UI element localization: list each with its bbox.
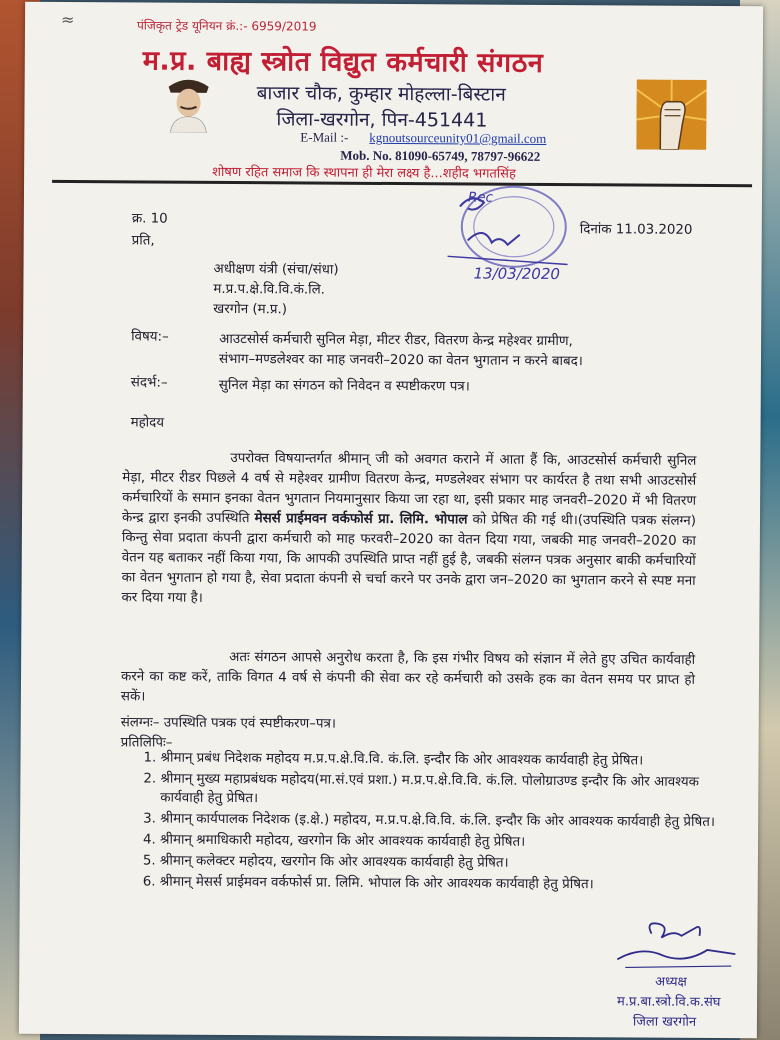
signatory-district: जिला खरगोन: [632, 1014, 697, 1030]
handwritten-signature: [611, 915, 741, 976]
organization-name: म.प्र. बाह्य स्त्रोत विद्युत कर्मचारी संगठन: [142, 45, 544, 79]
registration-number: पंजिकृत ट्रेड यूनियन क्रं.:- 6959/2019: [136, 18, 317, 34]
email-label: E-Mail :-: [300, 129, 349, 145]
enclosure-line: संलग्नः– उपस्थिति पत्रक एवं स्पष्टीकरण–पत्र।: [120, 715, 337, 732]
copy-item: 5. श्रीमान् कलेक्टर महोदय, खरगोन कि ओर आवश्यक कार्यवाही हेतु प्रेषित।: [160, 852, 730, 874]
copy-item: 2. श्रीमान् मुख्य महाप्रबंधक महोदय(मा.सं.एवं प्रशा.) म.प्र.प.क्षे.वि.वि. कं.लि. पोलोग्राउण्ड इन्दौर कि ओर आवश्यक कार्यवाही हेतु प्रेषित।: [160, 770, 730, 811]
salutation: महोदय: [130, 415, 165, 431]
address-line-1: बाजार चौक, कुम्हार मोहल्ला-बिस्टान: [256, 82, 506, 106]
addressee-line-2: म.प्र.प.क्षे.वि.वि.कं.लि.: [213, 281, 325, 298]
letter-page: [19, 2, 763, 1038]
mobile-numbers: Mob. No. 81090-65749, 78797-96622: [340, 147, 541, 164]
copy-item: 4. श्रीमान् श्रमाधिकारी महोदय, खरगोन कि ओर आवश्यक कार्यवाही हेतु प्रेषित।: [160, 831, 730, 853]
bhagat-singh-portrait: [162, 71, 214, 133]
addressee-line-3: खरगोन (म.प्र.): [213, 301, 288, 318]
copies-label: प्रतिलिपिः–: [120, 735, 173, 751]
addressee-line-1: अधीक्षण यंत्री (संचा/संधा): [213, 261, 339, 278]
para1-part-b: को प्रेषित की गई थी।(उपस्थिति पत्रक संलग्न) किन्तु सेवा प्रदाता कंपनी द्वारा कर्मचारी को माह फरवरी–2020 का वेतन दिया गया, जबकी माह जनवरी–2020 का वेतन यह बताकर नहीं किया गया, कि आपकी उपस्थिति प्राप्त नहीं हुई है, जबकी संलग्न पत्रक अनुसार बाकी कर्मचारियों का वेतन भुगतान हो गया है, सेवा प्रदाता कंपनी से चर्चा करने पर उनके द्वारा जन–2020 का भुगतान करने से स्पष्ट मना कर दिया गया है।: [121, 512, 697, 607]
copy-item: 3. श्रीमान् कार्यपालक निदेशक (इ.क्षे.) महोदय, म.प्र.प.क्षे.वि.वि. कं.लि. इन्दौर कि ओर आवश्यक कार्यवाही हेतु प्रेषित।: [160, 810, 730, 832]
signatory-role: अध्यक्ष: [655, 974, 687, 990]
received-stamp-text: Rec: [467, 190, 493, 206]
copy-item: 1. श्रीमान् प्रबंध निदेशक महोदय म.प्र.प.क्षे.वि.वि. कं.लि. इन्दौर कि ओर आवश्यक कार्यवाही हेतु प्रेषित।: [160, 749, 730, 771]
subject-label: विषय:–: [131, 329, 169, 345]
signatory-organization: म.प्र.बा.स्त्रो.वि.क.संघ: [617, 994, 721, 1011]
pen-mark: ≈: [60, 9, 75, 30]
copies-list: [130, 748, 731, 897]
address-line-2: जिला-खरगोन, पिन-451441: [276, 108, 488, 132]
letter-date: दिनांक 11.03.2020: [579, 222, 693, 238]
body-paragraph-1: [121, 449, 696, 613]
subject-line-1: आउटसोर्स कर्मचारी सुनिल मेड़ा, मीटर रीडर, वितरण केन्द्र महेश्वर ग्रामीण,: [219, 331, 573, 350]
para1-part-a: उपरोक्त विषयान्तर्गत श्रीमान् जी को अवगत कराने में आता हैं कि, आउटसोर्स कर्मचारी सुनिल मेड़ा, मीटर रीडर पिछले 4 वर्ष से महेश्वर ग्रामीण वितरण केन्द्र, मण्डलेश्वर संभाग पर कार्यरत है तथा सभी आउटसोर्स कर्मचारियों के समान इनका वेतन भुगतान नियमानुसार किया जा रहा था, इसी प्रकार माह जनवरी–2020 में भी वितरण केन्द्र द्वारा इनकी उपस्थिति: [121, 451, 697, 527]
reference-label: संदर्भ:–: [130, 375, 168, 391]
subject-line-2: संभाग–मण्डलेश्वर का माह जनवरी–2020 का वेतन भुगतान न करने बाबद।: [218, 351, 583, 370]
copy-item: 6. श्रीमान् मेसर्स प्राईमवन वर्कफोर्स प्रा. लिमि. भोपाल कि ओर आवश्यक कार्यवाही हेतु प्रेषित।: [160, 873, 730, 895]
slogan: शोषण रहित समाज कि स्थापना ही मेरा लक्ष्य है...शहीद भगतसिंह: [212, 164, 516, 182]
received-stamp-date: 13/03/2020: [473, 264, 561, 284]
email-link[interactable]: kgnoutsourceunity01@gmail.com: [369, 129, 547, 146]
para1-company-name: मेसर्स प्राईमवन वर्कफोर्स प्रा. लिमि. भोपाल: [254, 511, 468, 528]
body-paragraph-2: अतः संगठन आपसे अनुरोध करता है, कि इस गंभीर विषय को संज्ञान में लेते हुए उचित कार्यवाही करने का कष्ट करें, ताकि विगत 4 वर्ष से कंपनी की सेवा कर रहे कर्मचारी को उसके हक का वेतन समय पर प्राप्त हो सकें।: [120, 650, 696, 705]
reference-number: क्र. 10: [131, 211, 168, 227]
prati-label: प्रति,: [131, 233, 155, 249]
reference-text: सुनिल मेड़ा का संगठन को निवेदन व स्पष्टीकरण पत्र।: [218, 377, 470, 395]
raised-fist-emblem: [636, 79, 706, 149]
